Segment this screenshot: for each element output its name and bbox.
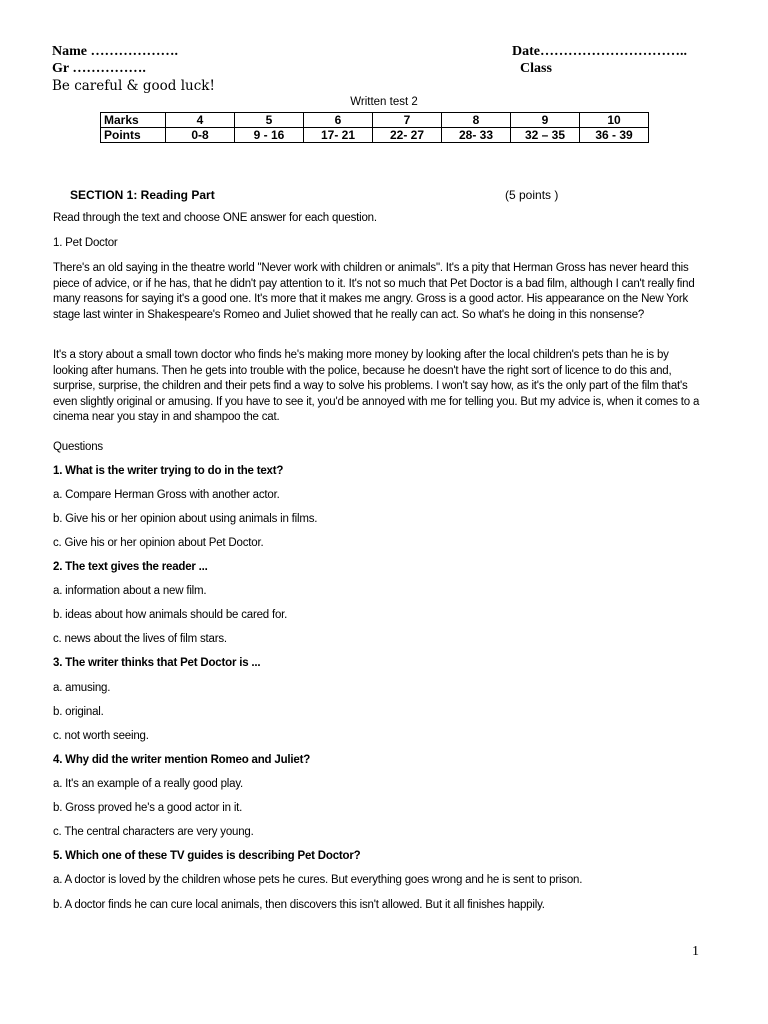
instruction-text: Read through the text and choose ONE answer for each question. <box>53 212 377 224</box>
question-5: 5. Which one of these TV guides is describing Pet Doctor? <box>53 850 361 862</box>
questions-label: Questions <box>53 441 103 453</box>
marks-row <box>101 113 649 128</box>
points-cell: 0-8 <box>166 128 235 143</box>
question-1: 1. What is the writer trying to do in the text? <box>53 465 284 477</box>
question-1-option-b: b. Give his or her opinion about using animals in films. <box>53 513 318 525</box>
mark-cell: 10 <box>580 113 649 128</box>
mark-cell: 9 <box>511 113 580 128</box>
paragraph-1: There's an old saying in the theatre world "Never work with children or animals". It's a pity that Herman Gross has never heard this piece of advice, or if he has, that he didn't pay attention to it. It's not so much that Pet Doctor is a bad film, although I can't really find many reasons for saying it's a good one. It's more that it makes me angry. Gross is a good actor. His appearance on the New York stage last winter in Shakespeare's Romeo and Juliet showed that he really can act. So what's he doing in this nonsense? <box>53 262 695 321</box>
marks-table <box>100 112 649 143</box>
question-4-option-a: a. It's an example of a really good play. <box>53 778 244 790</box>
question-2-option-c: c. news about the lives of film stars. <box>53 633 227 645</box>
points-cell: 32 – 35 <box>511 128 580 143</box>
mark-cell: 5 <box>235 113 304 128</box>
section-title: SECTION 1: Reading Part <box>70 188 215 202</box>
question-3-option-c: c. not worth seeing. <box>53 730 149 742</box>
question-1-option-a: a. Compare Herman Gross with another actor. <box>53 489 280 501</box>
date-field-label: Date………………………….. <box>512 44 687 59</box>
question-1-option-c: c. Give his or her opinion about Pet Doctor. <box>53 537 264 549</box>
points-cell: 36 - 39 <box>580 128 649 143</box>
question-2: 2. The text gives the reader ... <box>53 561 208 573</box>
points-cell: 9 - 16 <box>235 128 304 143</box>
marks-label-cell: Marks <box>101 113 166 128</box>
question-2-option-b: b. ideas about how animals should be cared for. <box>53 609 288 621</box>
points-cell: 22- 27 <box>373 128 442 143</box>
good-luck-text: Be careful & good luck! <box>52 78 215 94</box>
mark-cell: 4 <box>166 113 235 128</box>
class-field-label: Class <box>520 61 552 76</box>
mark-cell: 8 <box>442 113 511 128</box>
page-number: 1 <box>692 944 699 959</box>
question-5-option-b: b. A doctor finds he can cure local animals, then discovers this isn't allowed. But it all finishes happily. <box>53 899 545 911</box>
question-5-option-a: a. A doctor is loved by the children whose pets he cures. But everything goes wrong and he is sent to prison. <box>53 874 583 886</box>
text-title: 1. Pet Doctor <box>53 237 118 249</box>
mark-cell: 7 <box>373 113 442 128</box>
question-4-option-c: c. The central characters are very young. <box>53 826 254 838</box>
question-4: 4. Why did the writer mention Romeo and Juliet? <box>53 754 311 766</box>
question-2-option-a: a. information about a new film. <box>53 585 207 597</box>
mark-cell: 6 <box>304 113 373 128</box>
question-3-option-a: a. amusing. <box>53 682 111 694</box>
points-cell: 17- 21 <box>304 128 373 143</box>
points-label-cell: Points <box>101 128 166 143</box>
points-row <box>101 128 649 143</box>
section-points: (5 points ) <box>505 188 559 202</box>
group-field-label: Gr ……………. <box>52 61 146 76</box>
points-cell: 28- 33 <box>442 128 511 143</box>
question-4-option-b: b. Gross proved he's a good actor in it. <box>53 802 243 814</box>
question-3: 3. The writer thinks that Pet Doctor is ... <box>53 657 261 669</box>
test-title: Written test 2 <box>350 96 418 108</box>
question-3-option-b: b. original. <box>53 706 104 718</box>
name-field-label: Name ………………. <box>52 44 178 59</box>
paragraph-2: It's a story about a small town doctor who finds he's making more money by looking after the local children's pets than he is by looking after humans. Then he gets into trouble with the police, because he doesn't have the right sort of licence to do this and, surprise, surprise, the children and their pets find a way to solve his problems. I won't say how, as it's the only part of the film that's even slightly original or amusing. If you have to see it, you'd be annoyed with me for telling you. But my advice is, when it comes to a cinema near you stay in and shampoo the cat. <box>53 349 700 423</box>
